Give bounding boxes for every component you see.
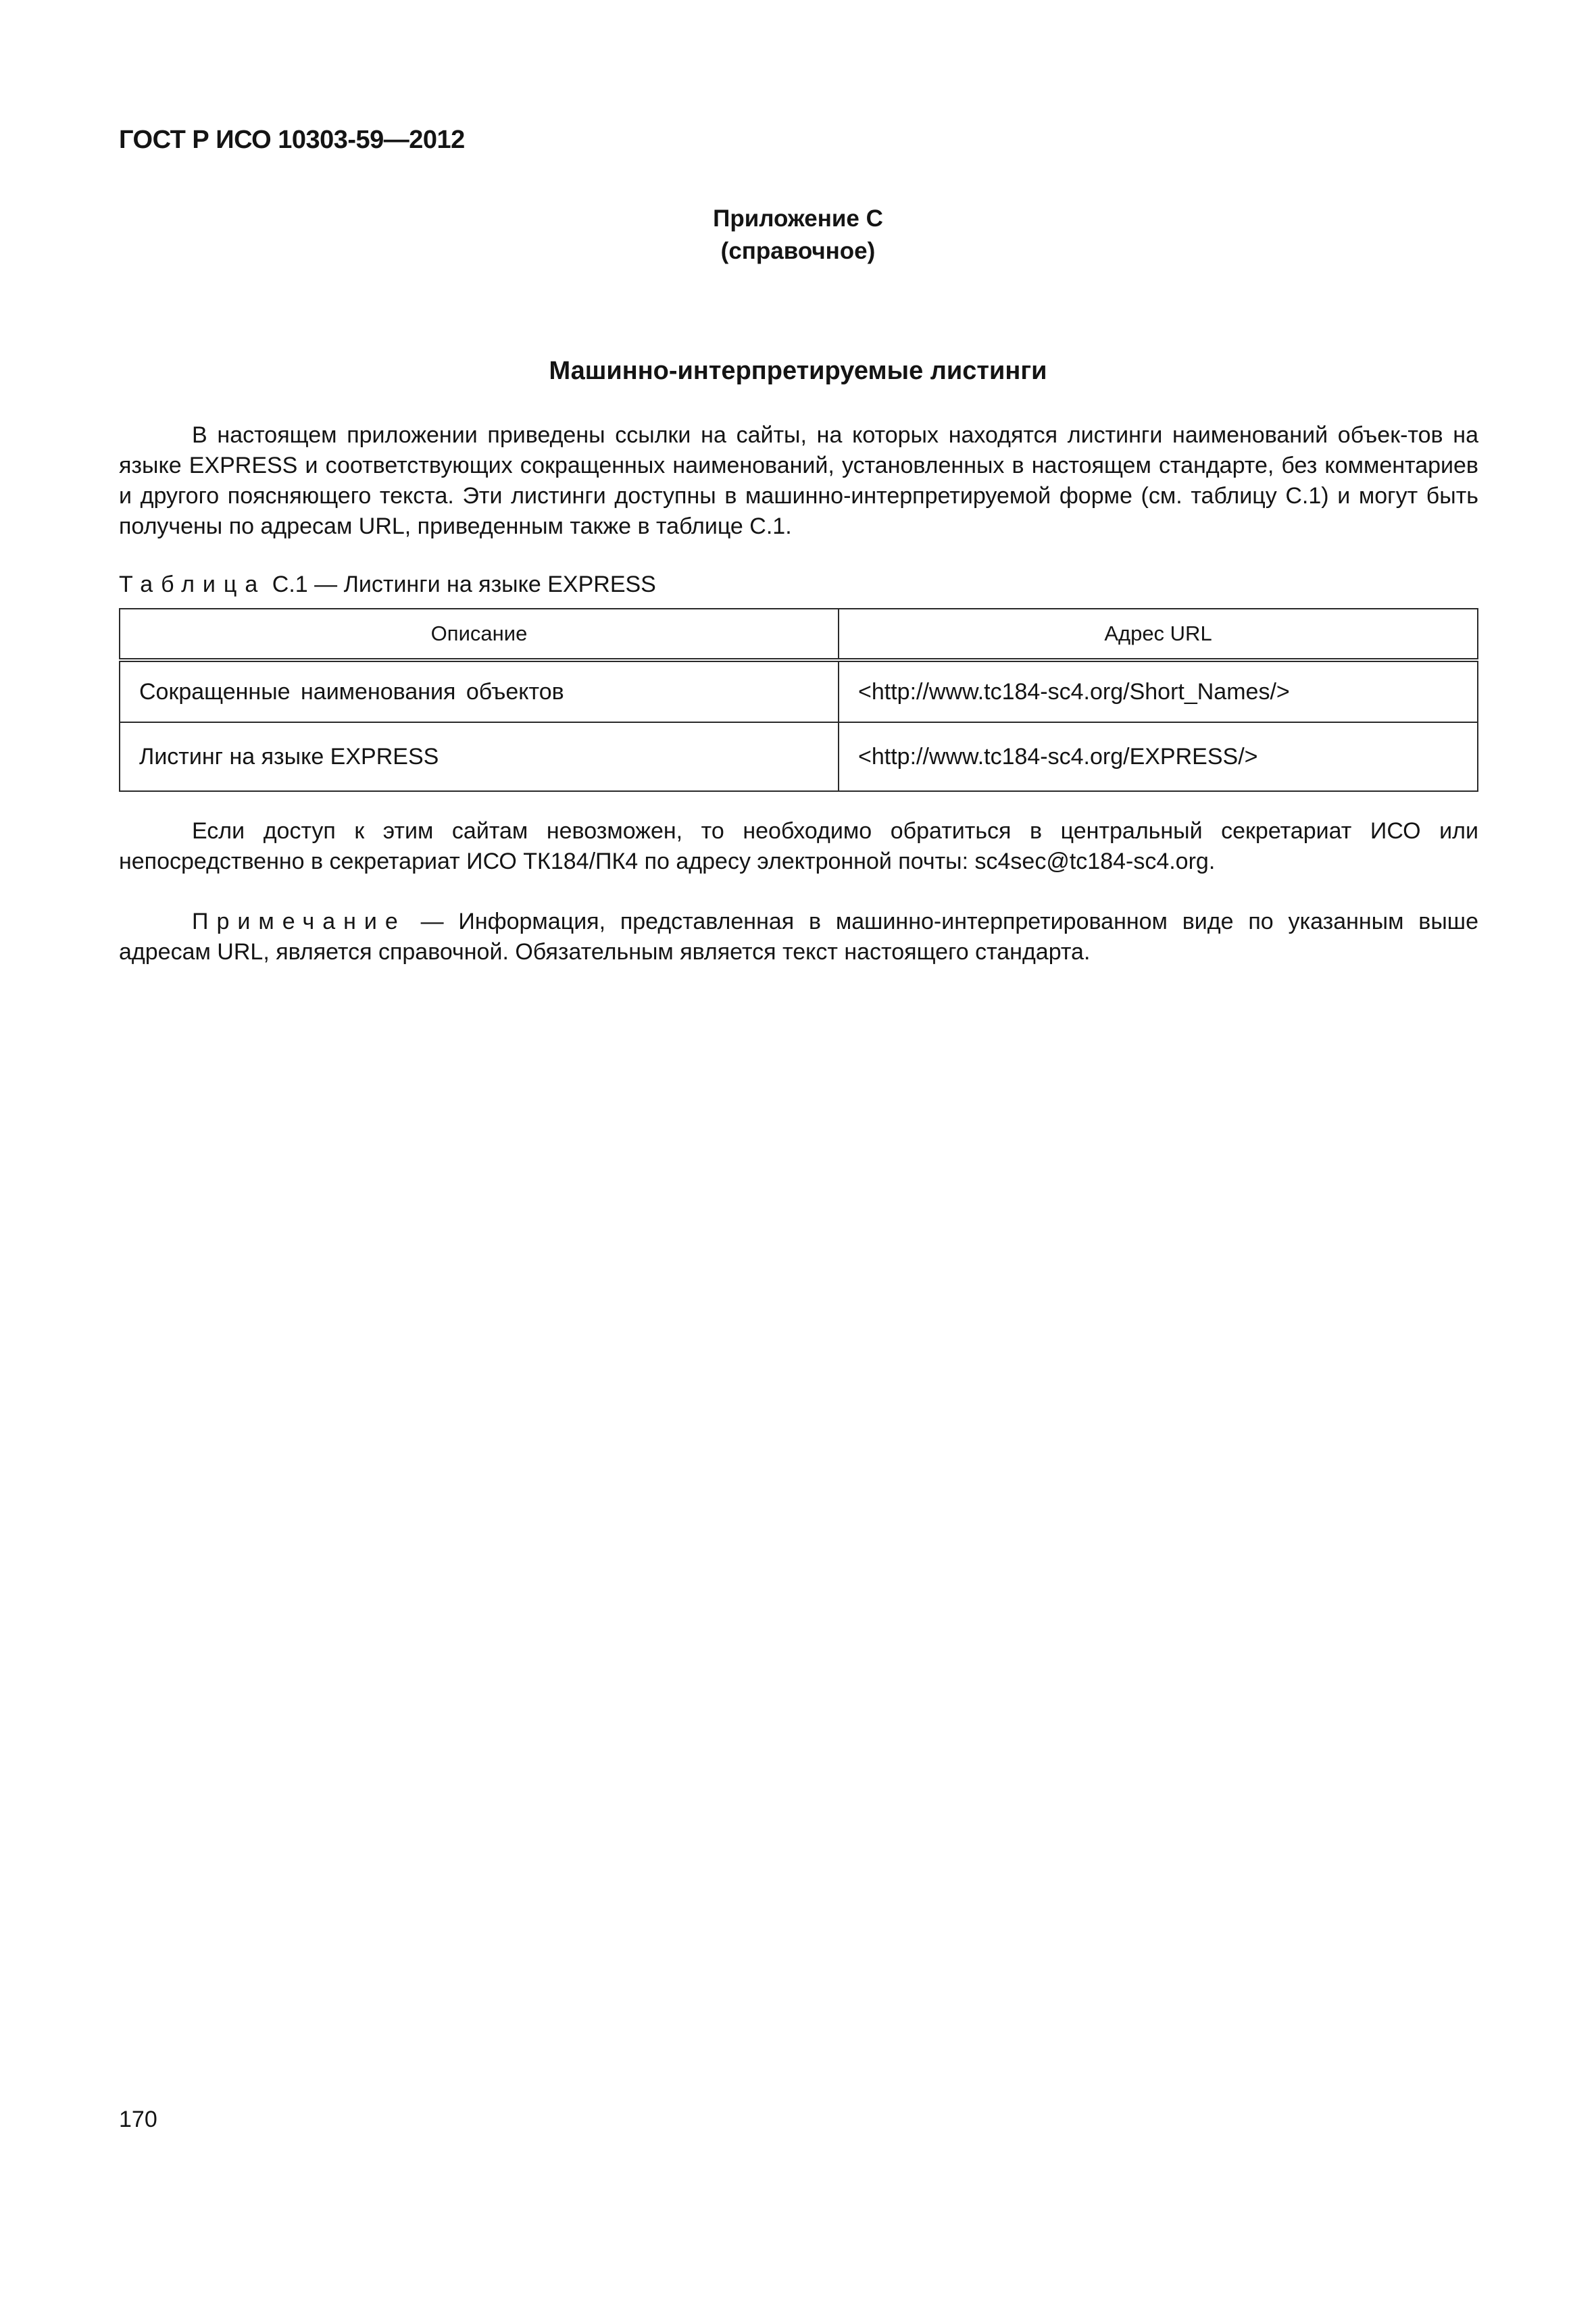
row-description: Сокращенные наименования объектов — [120, 660, 839, 722]
annex-block — [0, 203, 1596, 268]
section-heading: Машинно-интерпретируемые листинги — [549, 357, 1047, 385]
table-caption — [119, 572, 656, 598]
intro-paragraph: В настоящем приложении приведены ссылки на сайты, на которых находятся листинги наименований объек-тов на языке EXPRESS и соответствующих сокращенных наименований, установленных в настоящем стандарте, без комментариев и другого поясняющего текста. Эти листинги доступны в машинно-интерпретируемой форме (см. таблицу С.1) и могут быть получены по адресам URL, приведенным также в таблице С.1. — [119, 422, 1478, 539]
note-label: Примечание — [192, 909, 406, 934]
document-id: ГОСТ Р ИСО 10303-59—2012 — [119, 126, 465, 154]
row-description: Листинг на языке EXPRESS — [120, 722, 839, 791]
column-header-description: Описание — [120, 609, 839, 660]
contact-paragraph: Если доступ к этим сайтам невозможен, то необходимо обратиться в центральный секретариат ИСО или непосредственно в секретариат ИСО ТК184/ПК4 по адресу электронной почты: sc4sec@tc184-sc4.org. — [119, 818, 1478, 874]
table-row — [120, 722, 1478, 791]
row-url: <http://www.tc184-sc4.org/Short_Names/> — [839, 660, 1478, 722]
listings-table — [119, 608, 1478, 792]
note-paragraph — [119, 907, 1478, 967]
row-url: <http://www.tc184-sc4.org/EXPRESS/> — [839, 722, 1478, 791]
column-header-url: Адрес URL — [839, 609, 1478, 660]
note-text: — Информация, представленная в машинно-интерпретированном виде по указанным выше адресам URL, является справочной. Обязательным является текст настоящего стандарта. — [119, 909, 1478, 965]
annex-type: (справочное) — [720, 238, 876, 264]
table-row — [120, 660, 1478, 722]
table-caption-label: Таблица — [119, 572, 266, 597]
table-header-row — [120, 609, 1478, 660]
table-caption-text: С.1 — Листинги на языке EXPRESS — [272, 572, 656, 597]
page-number: 170 — [119, 2107, 157, 2132]
annex-title: Приложение С — [713, 205, 883, 232]
